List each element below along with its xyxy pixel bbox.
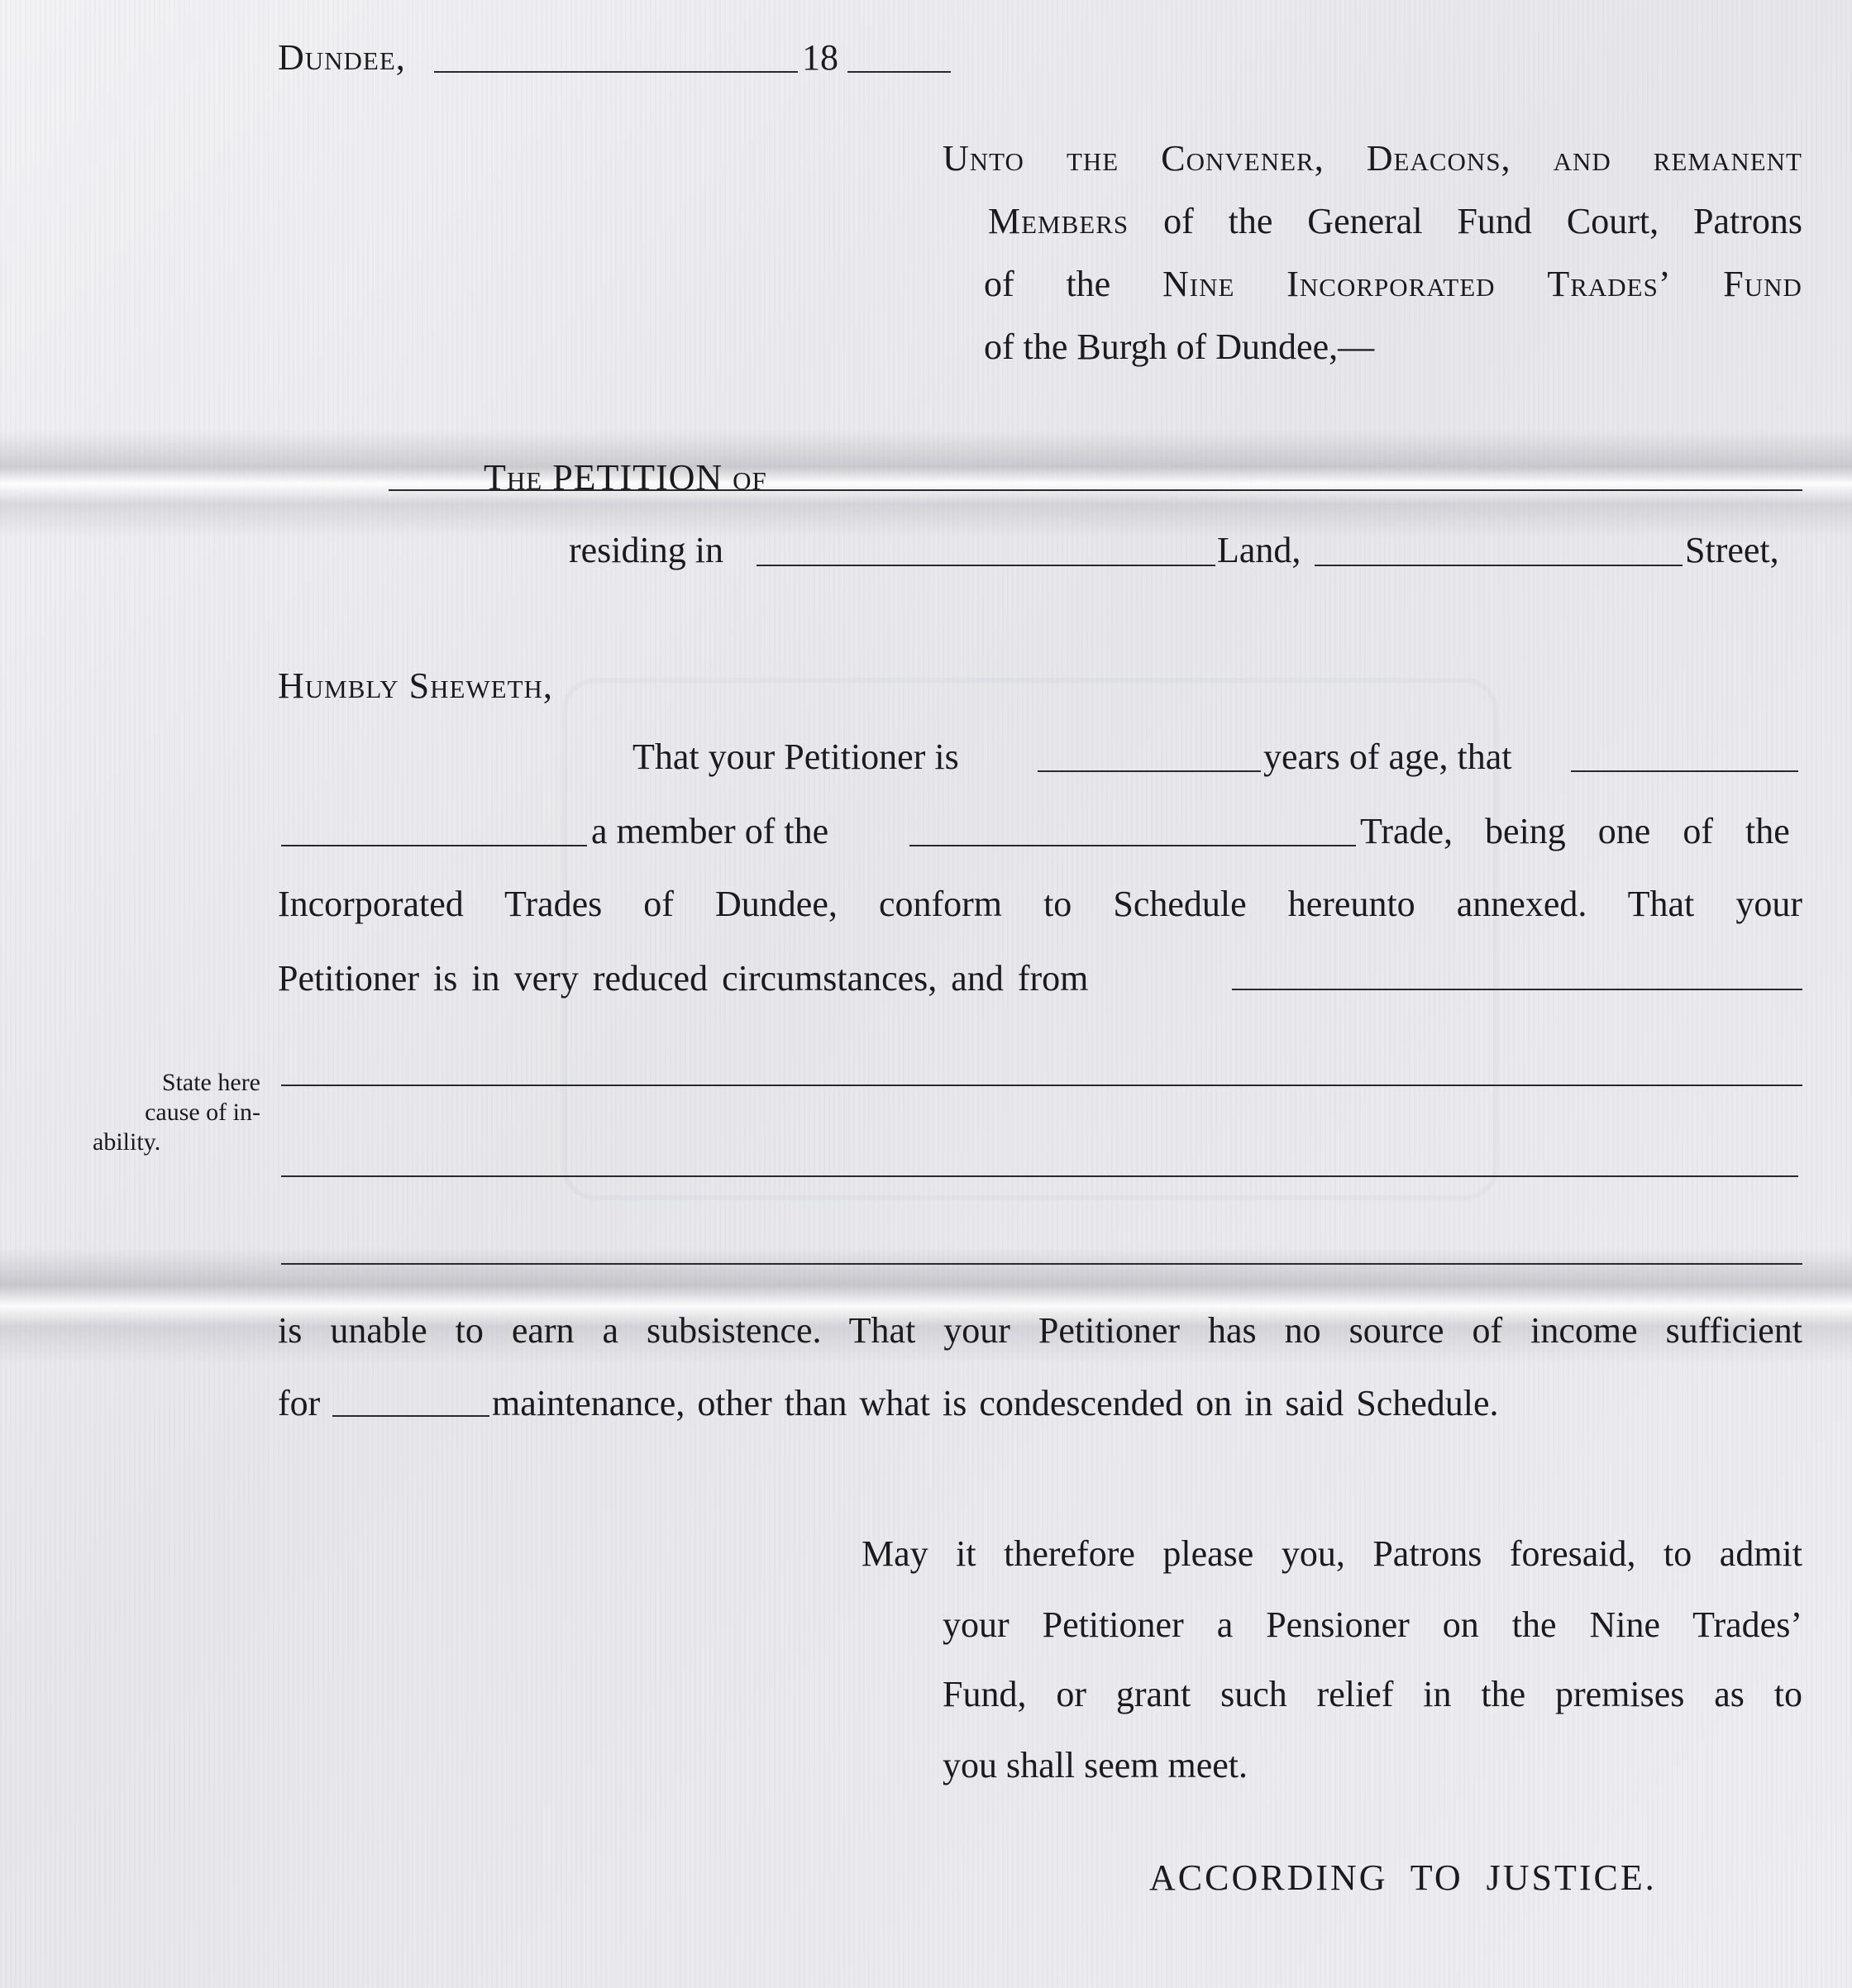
address-line-4: of the Burgh of Dundee,— bbox=[984, 327, 1375, 367]
address-line-2: Members of the General Fund Court, Patrons bbox=[988, 201, 1802, 241]
petition-title: The PETITION of bbox=[484, 457, 767, 498]
status-blank[interactable] bbox=[281, 845, 587, 846]
trade-label: Trade, being one of the bbox=[1360, 811, 1790, 851]
place-label: Dundee, bbox=[278, 37, 406, 78]
that-blank[interactable] bbox=[1571, 770, 1798, 772]
years-of-age-label: years of age, that bbox=[1263, 737, 1512, 777]
address-line-3: of the Nine Incorporated Trades’ Fund bbox=[984, 264, 1802, 304]
age-blank[interactable] bbox=[1038, 770, 1261, 772]
year-blank[interactable] bbox=[847, 71, 951, 73]
residing-in-label: residing in bbox=[569, 530, 723, 570]
subsistence-line: is unable to earn a subsistence. That your Petitioner has no source of income sufficient bbox=[278, 1313, 1802, 1351]
street-blank[interactable] bbox=[1315, 565, 1683, 566]
for-label: for bbox=[278, 1383, 321, 1423]
year-prefix: 18 bbox=[802, 37, 838, 78]
date-blank[interactable] bbox=[434, 71, 798, 73]
land-blank[interactable] bbox=[757, 565, 1215, 566]
member-of-label: a member of the bbox=[591, 811, 829, 851]
inability-blank-4[interactable] bbox=[281, 1263, 1802, 1265]
incorporated-trades-line: Incorporated Trades of Dundee, conform to Schedule hereunto annexed. That your bbox=[278, 886, 1802, 924]
margin-note: State here cause of in- ability. bbox=[93, 1069, 260, 1156]
circumstances-line: Petitioner is in very reduced circumstances, and from bbox=[278, 958, 1089, 999]
trade-blank[interactable] bbox=[909, 845, 1356, 846]
inability-blank-1[interactable] bbox=[1232, 989, 1802, 990]
inability-blank-3[interactable] bbox=[281, 1175, 1798, 1177]
land-label: Land, bbox=[1217, 530, 1301, 570]
prayer-line-3: Fund, or grant such relief in the premises as to bbox=[943, 1676, 1802, 1714]
his-her-blank[interactable] bbox=[332, 1415, 489, 1417]
closing: ACCORDING TO JUSTICE. bbox=[1149, 1857, 1657, 1898]
prayer-line-4: you shall seem meet. bbox=[943, 1745, 1248, 1785]
greeting: Humbly Sheweth, bbox=[278, 665, 553, 706]
age-intro: That your Petitioner is bbox=[632, 737, 959, 777]
maintenance-line: maintenance, other than what is condescended on in said Schedule. bbox=[492, 1383, 1499, 1423]
address-line-1: Unto the Convener, Deacons, and remanent bbox=[943, 138, 1802, 179]
street-label: Street, bbox=[1685, 530, 1779, 570]
inability-blank-2[interactable] bbox=[281, 1085, 1802, 1086]
prayer-line-2: your Petitioner a Pensioner on the Nine Trades’ bbox=[943, 1607, 1802, 1645]
prayer-line-1: May it therefore please you, Patrons foresaid, to admit bbox=[862, 1536, 1802, 1574]
